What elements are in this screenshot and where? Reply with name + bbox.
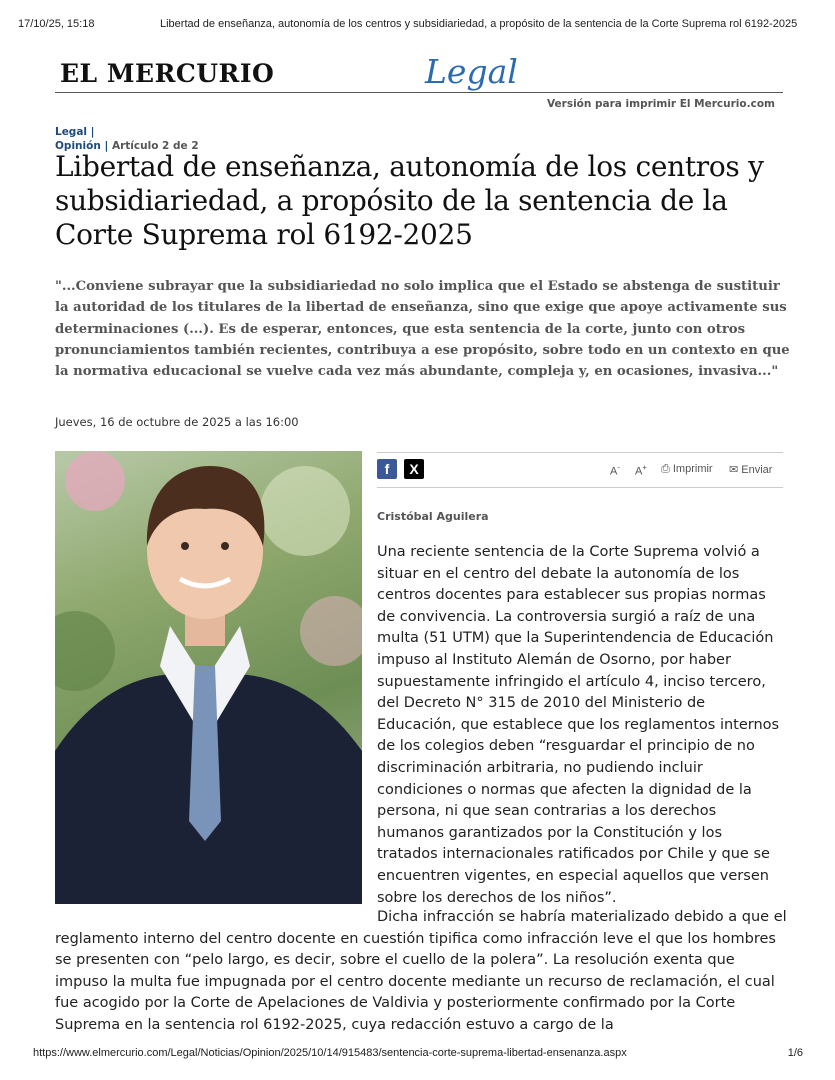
print-page-url: https://www.elmercurio.com/Legal/Noticias/Opinion/2025/10/14/915483/sentencia-corte-suprema-libertad-ensenanza.aspx — [33, 1047, 627, 1059]
print-button[interactable]: ⎙ Imprimir — [661, 463, 713, 475]
legal-section-logo[interactable]: Legal — [425, 52, 518, 91]
article-counter: Artículo 2 de 2 — [111, 140, 199, 152]
author-photo — [55, 451, 362, 904]
x-icon[interactable]: X — [404, 459, 424, 479]
body-paragraph: Una reciente sentencia de la Corte Suprema volvió a situar en el centro del debate la autonomía de los centros docentes para establecer sus propias normas de convivencia. La controversia surgió a raíz de una multa (51 UTM) que la Superintendencia de Educación impuso al Instituto Alemán de Osorno, por haber supuestamente infringido el artículo 4, inciso tercero, del Decreto N° 315 de 2010 del Ministerio de Educación, que establece que los reglamentos internos de los colegios deben “resguardar el principio de no discriminación arbitraria, no pudiendo incluir condiciones o normas que afecten la dignidad de la persona, ni que sean contrarias a los derechos humanos garantizados por la Constitución y los tratados internacionales ratificados por Chile y que se encuentren vigentes, en especial aquellos que versen sobre los derechos de los niños”. — [377, 544, 780, 906]
article-lead-quote: "...Conviene subrayar que la subsidiariedad no solo implica que el Estado se abstenga de sustituir la autoridad de los titulares de la libertad de enseñanza, sino que exige que apoye activamente sus determinaciones (...). Es de esperar, entonces, que esta sentencia de la corte, junto con otros pronunciamientos también recientes, contribuya a ese propósito, sobre todo en un contexto en que la normativa educacional se vuelve cada vez más abundante, compleja y, en ocasiones, invasiva..." — [55, 279, 790, 380]
font-increase-button[interactable]: A+ — [635, 463, 648, 478]
share-toolbar — [377, 452, 783, 488]
print-datetime: 17/10/25, 15:18 — [18, 18, 95, 30]
publication-date: Jueves, 16 de octubre de 2025 a las 16:00 — [55, 415, 299, 429]
author-name: Cristóbal Aguilera — [377, 510, 489, 523]
body-paragraph: Dicha infracción se habría materializado debido a que el reglamento interno del centro docente en cuestión tipifica como infracción leve el que los hombres se presenten con “pelo largo, es decir, sobre el cuello de la polera”. La resolución exenta que impuso la multa fue impugnada por el centro docente mediante un recurso de reclamación, el cual fue acogido por la Corte de Apelaciones de Valdivia y posteriormente confirmado por la Corte Suprema en la sentencia rol 6192-2025, cuya redacción estuvo a cargo de la — [55, 909, 787, 1033]
print-page-number: 1/6 — [787, 1047, 803, 1059]
print-document-title: Libertad de enseñanza, autonomía de los centros y subsidiariedad, a propósito de la sentencia de la Corte Suprema rol 6192-2025 — [160, 18, 798, 30]
breadcrumb-opinion-link[interactable]: Opinión — [55, 140, 101, 152]
printer-icon: ⎙ — [661, 463, 670, 475]
envelope-icon: ✉ — [729, 464, 739, 476]
font-decrease-button[interactable]: A- — [610, 463, 621, 478]
el-mercurio-logo[interactable]: EL MERCURIO — [60, 59, 275, 88]
breadcrumb: Legal | Opinión | Artículo 2 de 2 — [55, 126, 199, 152]
email-button[interactable]: ✉ Enviar — [729, 464, 773, 476]
breadcrumb-legal-link[interactable]: Legal — [55, 126, 88, 138]
facebook-icon[interactable]: f — [377, 459, 397, 479]
article-headline: Libertad de enseñanza, autonomía de los centros y subsidiariedad, a propósito de la sentencia de la Corte Suprema rol 6192-2025 — [55, 150, 764, 251]
masthead — [55, 52, 783, 93]
print-version-link[interactable]: Versión para imprimir El Mercurio.com — [546, 98, 775, 110]
